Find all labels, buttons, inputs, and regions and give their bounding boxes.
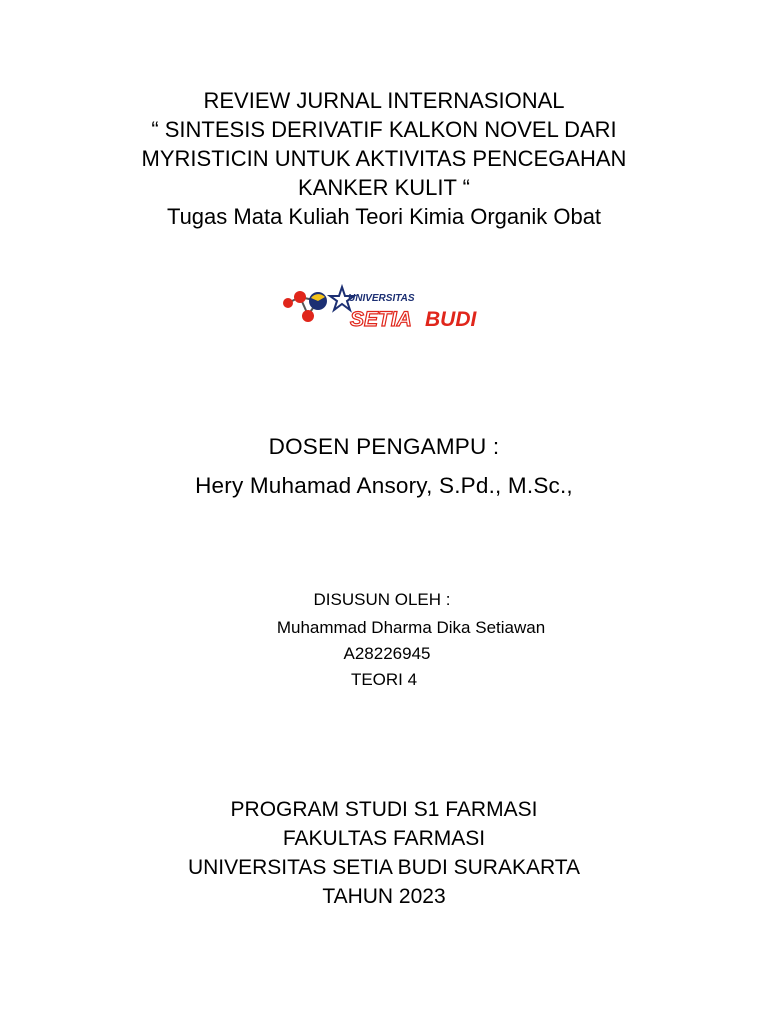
logo-text-setia: SETIA — [350, 308, 412, 331]
year: TAHUN 2023 — [322, 885, 446, 908]
faculty: FAKULTAS FARMASI — [282, 827, 486, 850]
university-name: UNIVERSITAS SETIA BUDI SURAKARTA — [187, 856, 581, 879]
title-line-1: REVIEW JURNAL INTERNASIONAL — [203, 88, 565, 113]
logo-atom — [283, 298, 293, 308]
logo-text-budi: BUDI — [425, 308, 477, 331]
study-program: PROGRAM STUDI S1 FARMASI — [230, 798, 538, 821]
logo-atom — [302, 310, 314, 322]
author-name: Muhammad Dharma Dika Setiawan — [276, 618, 546, 637]
title-line-3: MYRISTICIN UNTUK AKTIVITAS PENCEGAHAN — [141, 146, 627, 171]
logo-text-top: UNIVERSITAS — [348, 293, 415, 304]
title-line-2: “ SINTESIS DERIVATIF KALKON NOVEL DARI — [151, 117, 617, 142]
author-heading: DISUSUN OLEH : — [313, 590, 451, 609]
title-line-4: KANKER KULIT “ — [298, 175, 470, 200]
course-subtitle: Tugas Mata Kuliah Teori Kimia Organik Obat — [166, 204, 602, 229]
university-logo — [278, 283, 490, 331]
author-id: A28226945 — [343, 644, 431, 663]
lecturer-name: Hery Muhamad Ansory, S.Pd., M.Sc., — [195, 473, 573, 498]
logo-atom — [294, 291, 306, 303]
author-class: TEORI 4 — [350, 670, 418, 689]
lecturer-heading: DOSEN PENGAMPU : — [268, 434, 500, 459]
